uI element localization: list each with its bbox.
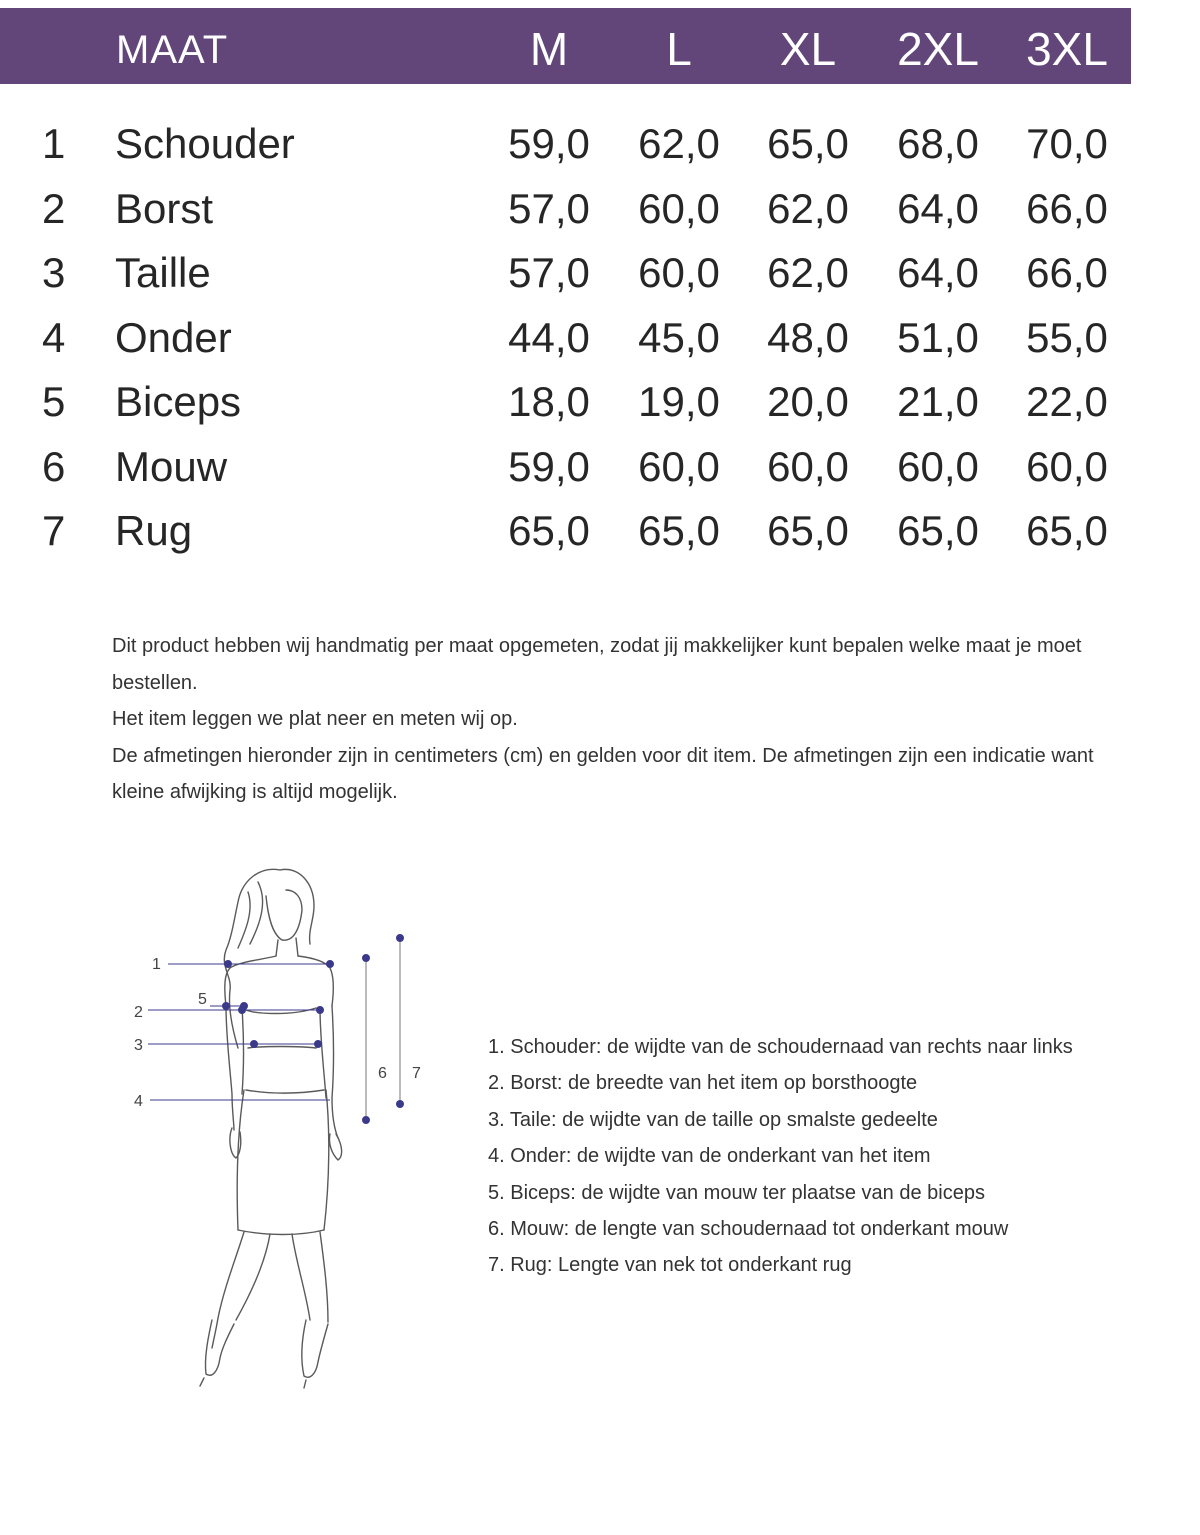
cell-m: 59,0 <box>508 443 590 490</box>
body-figure-illustration <box>120 858 440 1398</box>
row-label: Schouder <box>115 120 295 167</box>
cell-xl: 20,0 <box>767 378 849 425</box>
table-row <box>0 185 1200 245</box>
cell-xl: 62,0 <box>767 185 849 232</box>
row-number: 4 <box>42 314 66 361</box>
cell-l: 60,0 <box>638 249 720 296</box>
legend-item: 2. Borst: de breedte van het item op borsthoogte <box>488 1072 918 1095</box>
cell-l: 65,0 <box>638 507 720 554</box>
cell-m: 57,0 <box>508 249 590 296</box>
cell-m: 57,0 <box>508 185 590 232</box>
measurement-figure <box>120 858 440 1398</box>
cell-l: 45,0 <box>638 314 720 361</box>
marker-3: 3 <box>134 1037 143 1054</box>
row-number: 6 <box>42 443 66 490</box>
legend-item: 1. Schouder: de wijdte van de schoudernaad van rechts naar links <box>488 1036 1073 1058</box>
row-label: Mouw <box>115 443 228 490</box>
cell-2xl: 68,0 <box>897 120 979 167</box>
cell-2xl: 51,0 <box>897 314 979 361</box>
cell-3xl: 22,0 <box>1026 378 1108 425</box>
marker-2: 2 <box>134 1004 143 1021</box>
cell-2xl: 64,0 <box>897 249 979 296</box>
cell-3xl: 65,0 <box>1026 507 1108 554</box>
intro-paragraph: De afmetingen hieronder zijn in centimeters (cm) en gelden voor dit item. De afmetingen zijn een indicatie want kleine afwijking is altijd mogelijk. <box>112 744 1094 803</box>
legend-item: 6. Mouw: de lengte van schoudernaad tot onderkant mouw <box>488 1218 1009 1241</box>
intro-text <box>112 628 1132 811</box>
row-number: 7 <box>42 507 66 554</box>
cell-xl: 65,0 <box>767 507 849 554</box>
row-number: 2 <box>42 185 66 232</box>
cell-m: 44,0 <box>508 314 590 361</box>
marker-6: 6 <box>378 1065 387 1082</box>
row-number: 3 <box>42 249 66 296</box>
marker-7: 7 <box>412 1065 421 1082</box>
face-outline <box>266 890 302 940</box>
marker-4: 4 <box>134 1093 143 1110</box>
legend-item: 5. Biceps: de wijdte van mouw ter plaatse van de biceps <box>488 1181 985 1204</box>
legend-item: 7. Rug: Lengte van nek tot onderkant rug <box>488 1254 852 1277</box>
size-head-2xl: 2XL <box>897 23 979 75</box>
cell-m: 65,0 <box>508 507 590 554</box>
intro-paragraph: Dit product hebben wij handmatig per maat opgemeten, zodat jij makkelijker kunt bepalen welke maat je moet bestellen. <box>112 635 1082 694</box>
cell-2xl: 64,0 <box>897 185 979 232</box>
table-row <box>0 249 1200 309</box>
row-number: 5 <box>42 378 66 425</box>
table-row <box>0 507 1200 567</box>
cell-m: 59,0 <box>508 120 590 167</box>
table-row <box>0 378 1200 438</box>
cell-xl: 65,0 <box>767 120 849 167</box>
intro-paragraph: Het item leggen we plat neer en meten wij op. <box>112 708 518 730</box>
marker-1: 1 <box>152 956 161 973</box>
cell-l: 19,0 <box>638 378 720 425</box>
cell-2xl: 60,0 <box>897 443 979 490</box>
hair-outline <box>224 869 280 1048</box>
cell-xl: 48,0 <box>767 314 849 361</box>
legend-item: 3. Taile: de wijdte van de taille op smalste gedeelte <box>488 1108 938 1131</box>
size-table-header <box>0 8 1131 84</box>
row-label: Rug <box>115 507 193 554</box>
cell-m: 18,0 <box>508 378 590 425</box>
row-number: 1 <box>42 120 66 167</box>
cell-l: 62,0 <box>638 120 720 167</box>
cell-l: 60,0 <box>638 443 720 490</box>
cell-xl: 60,0 <box>767 443 849 490</box>
size-head-m: M <box>529 23 569 75</box>
maat-label: MAAT <box>116 28 229 72</box>
marker-5: 5 <box>198 991 207 1008</box>
cell-l: 60,0 <box>638 185 720 232</box>
table-row <box>0 120 1200 180</box>
cell-2xl: 65,0 <box>897 507 979 554</box>
row-label: Onder <box>115 314 232 361</box>
legend-item: 4. Onder: de wijdte van de onderkant van het item <box>488 1145 931 1168</box>
cell-3xl: 66,0 <box>1026 185 1108 232</box>
size-head-xl: XL <box>779 23 837 75</box>
table-row <box>0 443 1200 503</box>
size-head-3xl: 3XL <box>1026 23 1108 75</box>
measurement-legend <box>488 1029 1188 1284</box>
table-row <box>0 314 1200 374</box>
cell-3xl: 70,0 <box>1026 120 1108 167</box>
row-label: Borst <box>115 185 214 232</box>
cell-2xl: 21,0 <box>897 378 979 425</box>
cell-3xl: 55,0 <box>1026 314 1108 361</box>
cell-3xl: 66,0 <box>1026 249 1108 296</box>
row-label: Biceps <box>115 378 242 425</box>
cell-xl: 62,0 <box>767 249 849 296</box>
row-label: Taille <box>115 249 211 296</box>
cell-3xl: 60,0 <box>1026 443 1108 490</box>
size-head-l: L <box>666 23 692 75</box>
